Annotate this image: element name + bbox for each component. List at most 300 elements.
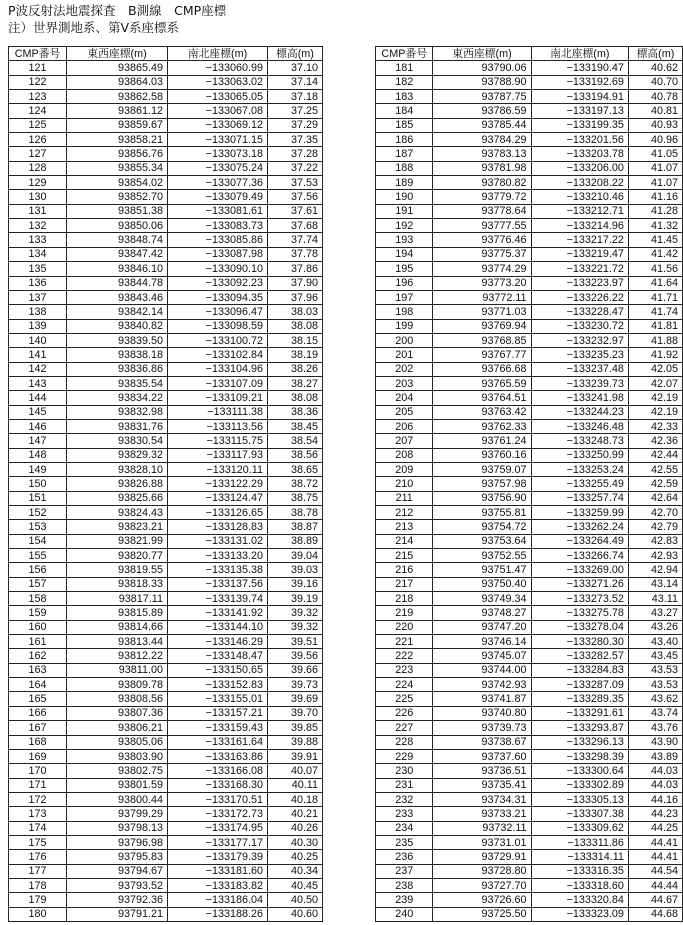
northing-cell: −133133.20 [168,549,268,563]
elevation-cell: 37.18 [268,90,323,104]
table-row [376,907,683,921]
northing-cell: −133181.60 [168,864,268,878]
cmp-number-cell: 160 [9,620,67,634]
table-row [376,506,683,520]
elevation-cell: 39.16 [268,577,323,591]
easting-cell: 93812.22 [67,649,168,663]
cmp-number-cell: 231 [376,778,433,792]
northing-cell: −133168.30 [168,778,268,792]
elevation-cell: 37.56 [268,190,323,204]
elevation-cell: 38.26 [268,362,323,376]
cmp-number-cell: 126 [9,133,67,147]
cmp-number-cell: 191 [376,204,433,218]
northing-cell: −133075.24 [168,161,268,175]
northing-cell: −133192.69 [531,75,628,89]
northing-cell: −133157.21 [168,706,268,720]
easting-cell: 93835.54 [67,376,168,390]
table-row [376,821,683,835]
easting-cell: 93772.11 [433,290,531,304]
cmp-number-cell: 164 [9,678,67,692]
elevation-cell: 39.03 [268,563,323,577]
cmp-number-cell: 213 [376,520,433,534]
table-row [9,276,323,290]
cmp-number-cell: 182 [376,75,433,89]
northing-cell: −133266.74 [531,549,628,563]
elevation-cell: 40.62 [628,61,682,75]
table-row [9,219,323,233]
easting-cell: 93798.13 [67,821,168,835]
northing-cell: −133320.84 [531,893,628,907]
header-easting: 東西座標(m) [67,47,168,61]
elevation-cell: 38.87 [268,520,323,534]
elevation-cell: 38.27 [268,376,323,390]
elevation-cell: 41.74 [628,305,682,319]
cmp-number-cell: 225 [376,692,433,706]
easting-cell: 93736.51 [433,764,531,778]
easting-cell: 93742.93 [433,678,531,692]
northing-cell: −133067.08 [168,104,268,118]
table-row [376,233,683,247]
easting-cell: 93769.94 [433,319,531,333]
elevation-cell: 43.27 [628,606,682,620]
easting-cell: 93779.72 [433,190,531,204]
easting-cell: 93842.14 [67,305,168,319]
cmp-number-cell: 209 [376,462,433,476]
northing-cell: −133296.13 [531,735,628,749]
header-easting: 東西座標(m) [433,47,531,61]
table-row [9,620,323,634]
table-row [9,663,323,677]
elevation-cell: 40.25 [268,850,323,864]
elevation-cell: 40.11 [268,778,323,792]
table-row [376,749,683,763]
northing-cell: −133179.39 [168,850,268,864]
easting-cell: 93732.11 [433,821,531,835]
easting-cell: 93761.24 [433,434,531,448]
northing-cell: −133096.47 [168,305,268,319]
cmp-number-cell: 201 [376,348,433,362]
table-row [376,592,683,606]
cmp-number-cell: 192 [376,219,433,233]
elevation-cell: 42.07 [628,376,682,390]
northing-cell: −133278.04 [531,620,628,634]
elevation-cell: 37.14 [268,75,323,89]
northing-cell: −133170.51 [168,792,268,806]
elevation-cell: 39.32 [268,620,323,634]
easting-cell: 93823.21 [67,520,168,534]
easting-cell: 93811.00 [67,663,168,677]
elevation-cell: 44.67 [628,893,682,907]
table-row [9,721,323,735]
easting-cell: 93737.60 [433,749,531,763]
cmp-number-cell: 134 [9,247,67,261]
elevation-cell: 39.69 [268,692,323,706]
easting-cell: 93734.31 [433,792,531,806]
northing-cell: −133098.59 [168,319,268,333]
elevation-cell: 42.05 [628,362,682,376]
table-row [9,147,323,161]
easting-cell: 93771.03 [433,305,531,319]
northing-cell: −133259.99 [531,506,628,520]
cmp-number-cell: 227 [376,721,433,735]
elevation-cell: 41.07 [628,176,682,190]
elevation-cell: 42.93 [628,549,682,563]
northing-cell: −133282.57 [531,649,628,663]
table-row [9,563,323,577]
easting-cell: 93824.43 [67,506,168,520]
northing-cell: −133255.49 [531,477,628,491]
cmp-number-cell: 162 [9,649,67,663]
elevation-cell: 40.50 [268,893,323,907]
table-row [376,778,683,792]
table-row [9,190,323,204]
cmp-number-cell: 221 [376,635,433,649]
northing-cell: −133197.13 [531,104,628,118]
elevation-cell: 41.81 [628,319,682,333]
cmp-number-cell: 131 [9,204,67,218]
elevation-cell: 39.04 [268,549,323,563]
elevation-cell: 42.64 [628,491,682,505]
elevation-cell: 37.10 [268,61,323,75]
elevation-cell: 41.42 [628,247,682,261]
cmp-number-cell: 190 [376,190,433,204]
easting-cell: 93790.06 [433,61,531,75]
easting-cell: 93864.03 [67,75,168,89]
cmp-number-cell: 202 [376,362,433,376]
cmp-number-cell: 159 [9,606,67,620]
table-row [376,577,683,591]
cmp-number-cell: 136 [9,276,67,290]
table-row [376,133,683,147]
northing-cell: −133305.13 [531,792,628,806]
easting-cell: 93836.86 [67,362,168,376]
elevation-cell: 40.45 [268,878,323,892]
table-row [9,176,323,190]
northing-cell: −133253.24 [531,462,628,476]
northing-cell: −133183.82 [168,878,268,892]
northing-cell: −133291.61 [531,706,628,720]
cmp-table-left [8,46,323,922]
table-row [376,262,683,276]
northing-cell: −133146.29 [168,635,268,649]
table-row [9,118,323,132]
elevation-cell: 39.32 [268,606,323,620]
cmp-number-cell: 153 [9,520,67,534]
easting-cell: 93852.70 [67,190,168,204]
cmp-number-cell: 172 [9,792,67,806]
cmp-number-cell: 154 [9,534,67,548]
easting-cell: 93851.38 [67,204,168,218]
elevation-cell: 42.55 [628,462,682,476]
northing-cell: −133152.83 [168,678,268,692]
table-row [9,635,323,649]
cmp-number-cell: 123 [9,90,67,104]
table-row [9,764,323,778]
northing-cell: −133109.21 [168,391,268,405]
table-row [9,319,323,333]
elevation-cell: 42.44 [628,448,682,462]
elevation-cell: 42.83 [628,534,682,548]
cmp-number-cell: 220 [376,620,433,634]
header-elevation: 標高(m) [268,47,323,61]
cmp-number-cell: 124 [9,104,67,118]
easting-cell: 93828.10 [67,462,168,476]
cmp-number-cell: 240 [376,907,433,921]
cmp-number-cell: 139 [9,319,67,333]
easting-cell: 93807.36 [67,706,168,720]
easting-cell: 93766.68 [433,362,531,376]
elevation-cell: 37.29 [268,118,323,132]
easting-cell: 93858.21 [67,133,168,147]
elevation-cell: 44.16 [628,792,682,806]
northing-cell: −133092.23 [168,276,268,290]
elevation-cell: 40.07 [268,764,323,778]
table-row [376,850,683,864]
easting-cell: 93859.67 [67,118,168,132]
northing-cell: −133186.04 [168,893,268,907]
northing-cell: −133194.91 [531,90,628,104]
cmp-number-cell: 177 [9,864,67,878]
northing-cell: −133284.83 [531,663,628,677]
table-row [376,305,683,319]
northing-cell: −133102.84 [168,348,268,362]
easting-cell: 93793.52 [67,878,168,892]
table-row [9,333,323,347]
cmp-number-cell: 217 [376,577,433,591]
easting-cell: 93744.00 [433,663,531,677]
elevation-cell: 38.89 [268,534,323,548]
elevation-cell: 43.53 [628,678,682,692]
table-row [376,161,683,175]
easting-cell: 93838.18 [67,348,168,362]
table-row [376,549,683,563]
elevation-cell: 43.14 [628,577,682,591]
table-row [376,290,683,304]
cmp-number-cell: 151 [9,491,67,505]
table-row [9,520,323,534]
elevation-cell: 41.45 [628,233,682,247]
cmp-number-cell: 238 [376,878,433,892]
elevation-cell: 39.85 [268,721,323,735]
cmp-number-cell: 169 [9,749,67,763]
northing-cell: −133318.60 [531,878,628,892]
table-row [9,405,323,419]
northing-cell: −133280.30 [531,635,628,649]
table-row [9,692,323,706]
elevation-cell: 40.34 [268,864,323,878]
easting-cell: 93808.56 [67,692,168,706]
northing-cell: −133128.83 [168,520,268,534]
elevation-cell: 39.19 [268,592,323,606]
elevation-cell: 44.23 [628,807,682,821]
northing-cell: −133230.72 [531,319,628,333]
cmp-number-cell: 237 [376,864,433,878]
elevation-cell: 42.94 [628,563,682,577]
table-row [9,362,323,376]
elevation-cell: 41.28 [628,204,682,218]
table-row [376,90,683,104]
header-row [9,47,323,61]
elevation-cell: 42.19 [628,391,682,405]
table-row [376,807,683,821]
easting-cell: 93813.44 [67,635,168,649]
elevation-cell: 39.88 [268,735,323,749]
easting-cell: 93780.82 [433,176,531,190]
easting-cell: 93783.13 [433,147,531,161]
northing-cell: −133081.61 [168,204,268,218]
table-row [376,635,683,649]
cmp-number-cell: 133 [9,233,67,247]
elevation-cell: 38.19 [268,348,323,362]
easting-cell: 93727.70 [433,878,531,892]
cmp-number-cell: 146 [9,419,67,433]
northing-cell: −133293.87 [531,721,628,735]
elevation-cell: 37.22 [268,161,323,175]
elevation-cell: 41.71 [628,290,682,304]
easting-cell: 93749.34 [433,592,531,606]
easting-cell: 93802.75 [67,764,168,778]
table-row [376,204,683,218]
table-row [376,606,683,620]
easting-cell: 93775.37 [433,247,531,261]
table-row [376,491,683,505]
cmp-number-cell: 186 [376,133,433,147]
table-row [9,893,323,907]
northing-cell: −133071.15 [168,133,268,147]
easting-cell: 93784.29 [433,133,531,147]
cmp-number-cell: 167 [9,721,67,735]
cmp-number-cell: 163 [9,663,67,677]
easting-cell: 93803.90 [67,749,168,763]
easting-cell: 93818.33 [67,577,168,591]
table-row [9,161,323,175]
cmp-number-cell: 125 [9,118,67,132]
easting-cell: 93777.55 [433,219,531,233]
northing-cell: −133311.86 [531,835,628,849]
northing-cell: −133122.29 [168,477,268,491]
northing-cell: −133257.74 [531,491,628,505]
elevation-cell: 41.32 [628,219,682,233]
table-row [9,290,323,304]
northing-cell: −133289.35 [531,692,628,706]
northing-cell: −133232.97 [531,333,628,347]
cmp-number-cell: 145 [9,405,67,419]
northing-cell: −133100.72 [168,333,268,347]
northing-cell: −133273.52 [531,592,628,606]
northing-cell: −133302.89 [531,778,628,792]
table-row [9,549,323,563]
easting-cell: 93774.29 [433,262,531,276]
easting-cell: 93826.88 [67,477,168,491]
easting-cell: 93781.98 [433,161,531,175]
table-row [9,448,323,462]
cmp-number-cell: 132 [9,219,67,233]
cmp-number-cell: 222 [376,649,433,663]
table-row [376,176,683,190]
northing-cell: −133148.47 [168,649,268,663]
table-row [9,419,323,433]
table-row [9,75,323,89]
easting-cell: 93821.99 [67,534,168,548]
elevation-cell: 40.60 [268,907,323,921]
table-row [9,247,323,261]
cmp-number-cell: 223 [376,663,433,677]
cmp-number-cell: 181 [376,61,433,75]
table-row [376,419,683,433]
northing-cell: −133212.71 [531,204,628,218]
easting-cell: 93759.07 [433,462,531,476]
table-row [9,233,323,247]
northing-cell: −133217.22 [531,233,628,247]
elevation-cell: 42.19 [628,405,682,419]
cmp-number-cell: 180 [9,907,67,921]
northing-cell: −133131.02 [168,534,268,548]
table-row [376,835,683,849]
northing-cell: −133065.05 [168,90,268,104]
cmp-number-cell: 135 [9,262,67,276]
table-row [9,434,323,448]
cmp-number-cell: 165 [9,692,67,706]
elevation-cell: 37.28 [268,147,323,161]
cmp-number-cell: 230 [376,764,433,778]
cmp-number-cell: 229 [376,749,433,763]
easting-cell: 93748.27 [433,606,531,620]
table-row [376,405,683,419]
cmp-number-cell: 212 [376,506,433,520]
northing-cell: −133199.35 [531,118,628,132]
cmp-number-cell: 184 [376,104,433,118]
table-row [376,764,683,778]
table-row [376,348,683,362]
cmp-number-cell: 228 [376,735,433,749]
easting-cell: 93850.06 [67,219,168,233]
easting-cell: 93726.60 [433,893,531,907]
elevation-cell: 38.08 [268,391,323,405]
elevation-cell: 41.88 [628,333,682,347]
easting-cell: 93805.06 [67,735,168,749]
elevation-cell: 39.91 [268,749,323,763]
northing-cell: −133150.65 [168,663,268,677]
easting-cell: 93786.59 [433,104,531,118]
header-northing: 南北座標(m) [531,47,628,61]
easting-cell: 93746.14 [433,635,531,649]
cmp-number-cell: 170 [9,764,67,778]
table-row [376,104,683,118]
table-row [376,792,683,806]
easting-cell: 93844.78 [67,276,168,290]
easting-cell: 93796.98 [67,835,168,849]
elevation-cell: 37.90 [268,276,323,290]
northing-cell: −133104.96 [168,362,268,376]
easting-cell: 93785.44 [433,118,531,132]
cmp-number-cell: 161 [9,635,67,649]
easting-cell: 93760.16 [433,448,531,462]
cmp-number-cell: 143 [9,376,67,390]
easting-cell: 93745.07 [433,649,531,663]
cmp-number-cell: 188 [376,161,433,175]
easting-cell: 93854.02 [67,176,168,190]
elevation-cell: 43.90 [628,735,682,749]
cmp-number-cell: 239 [376,893,433,907]
northing-cell: −133269.00 [531,563,628,577]
table-row [9,391,323,405]
northing-cell: −133069.12 [168,118,268,132]
cmp-number-cell: 211 [376,491,433,505]
cmp-number-cell: 158 [9,592,67,606]
elevation-cell: 38.15 [268,333,323,347]
table-row [9,749,323,763]
cmp-number-cell: 226 [376,706,433,720]
